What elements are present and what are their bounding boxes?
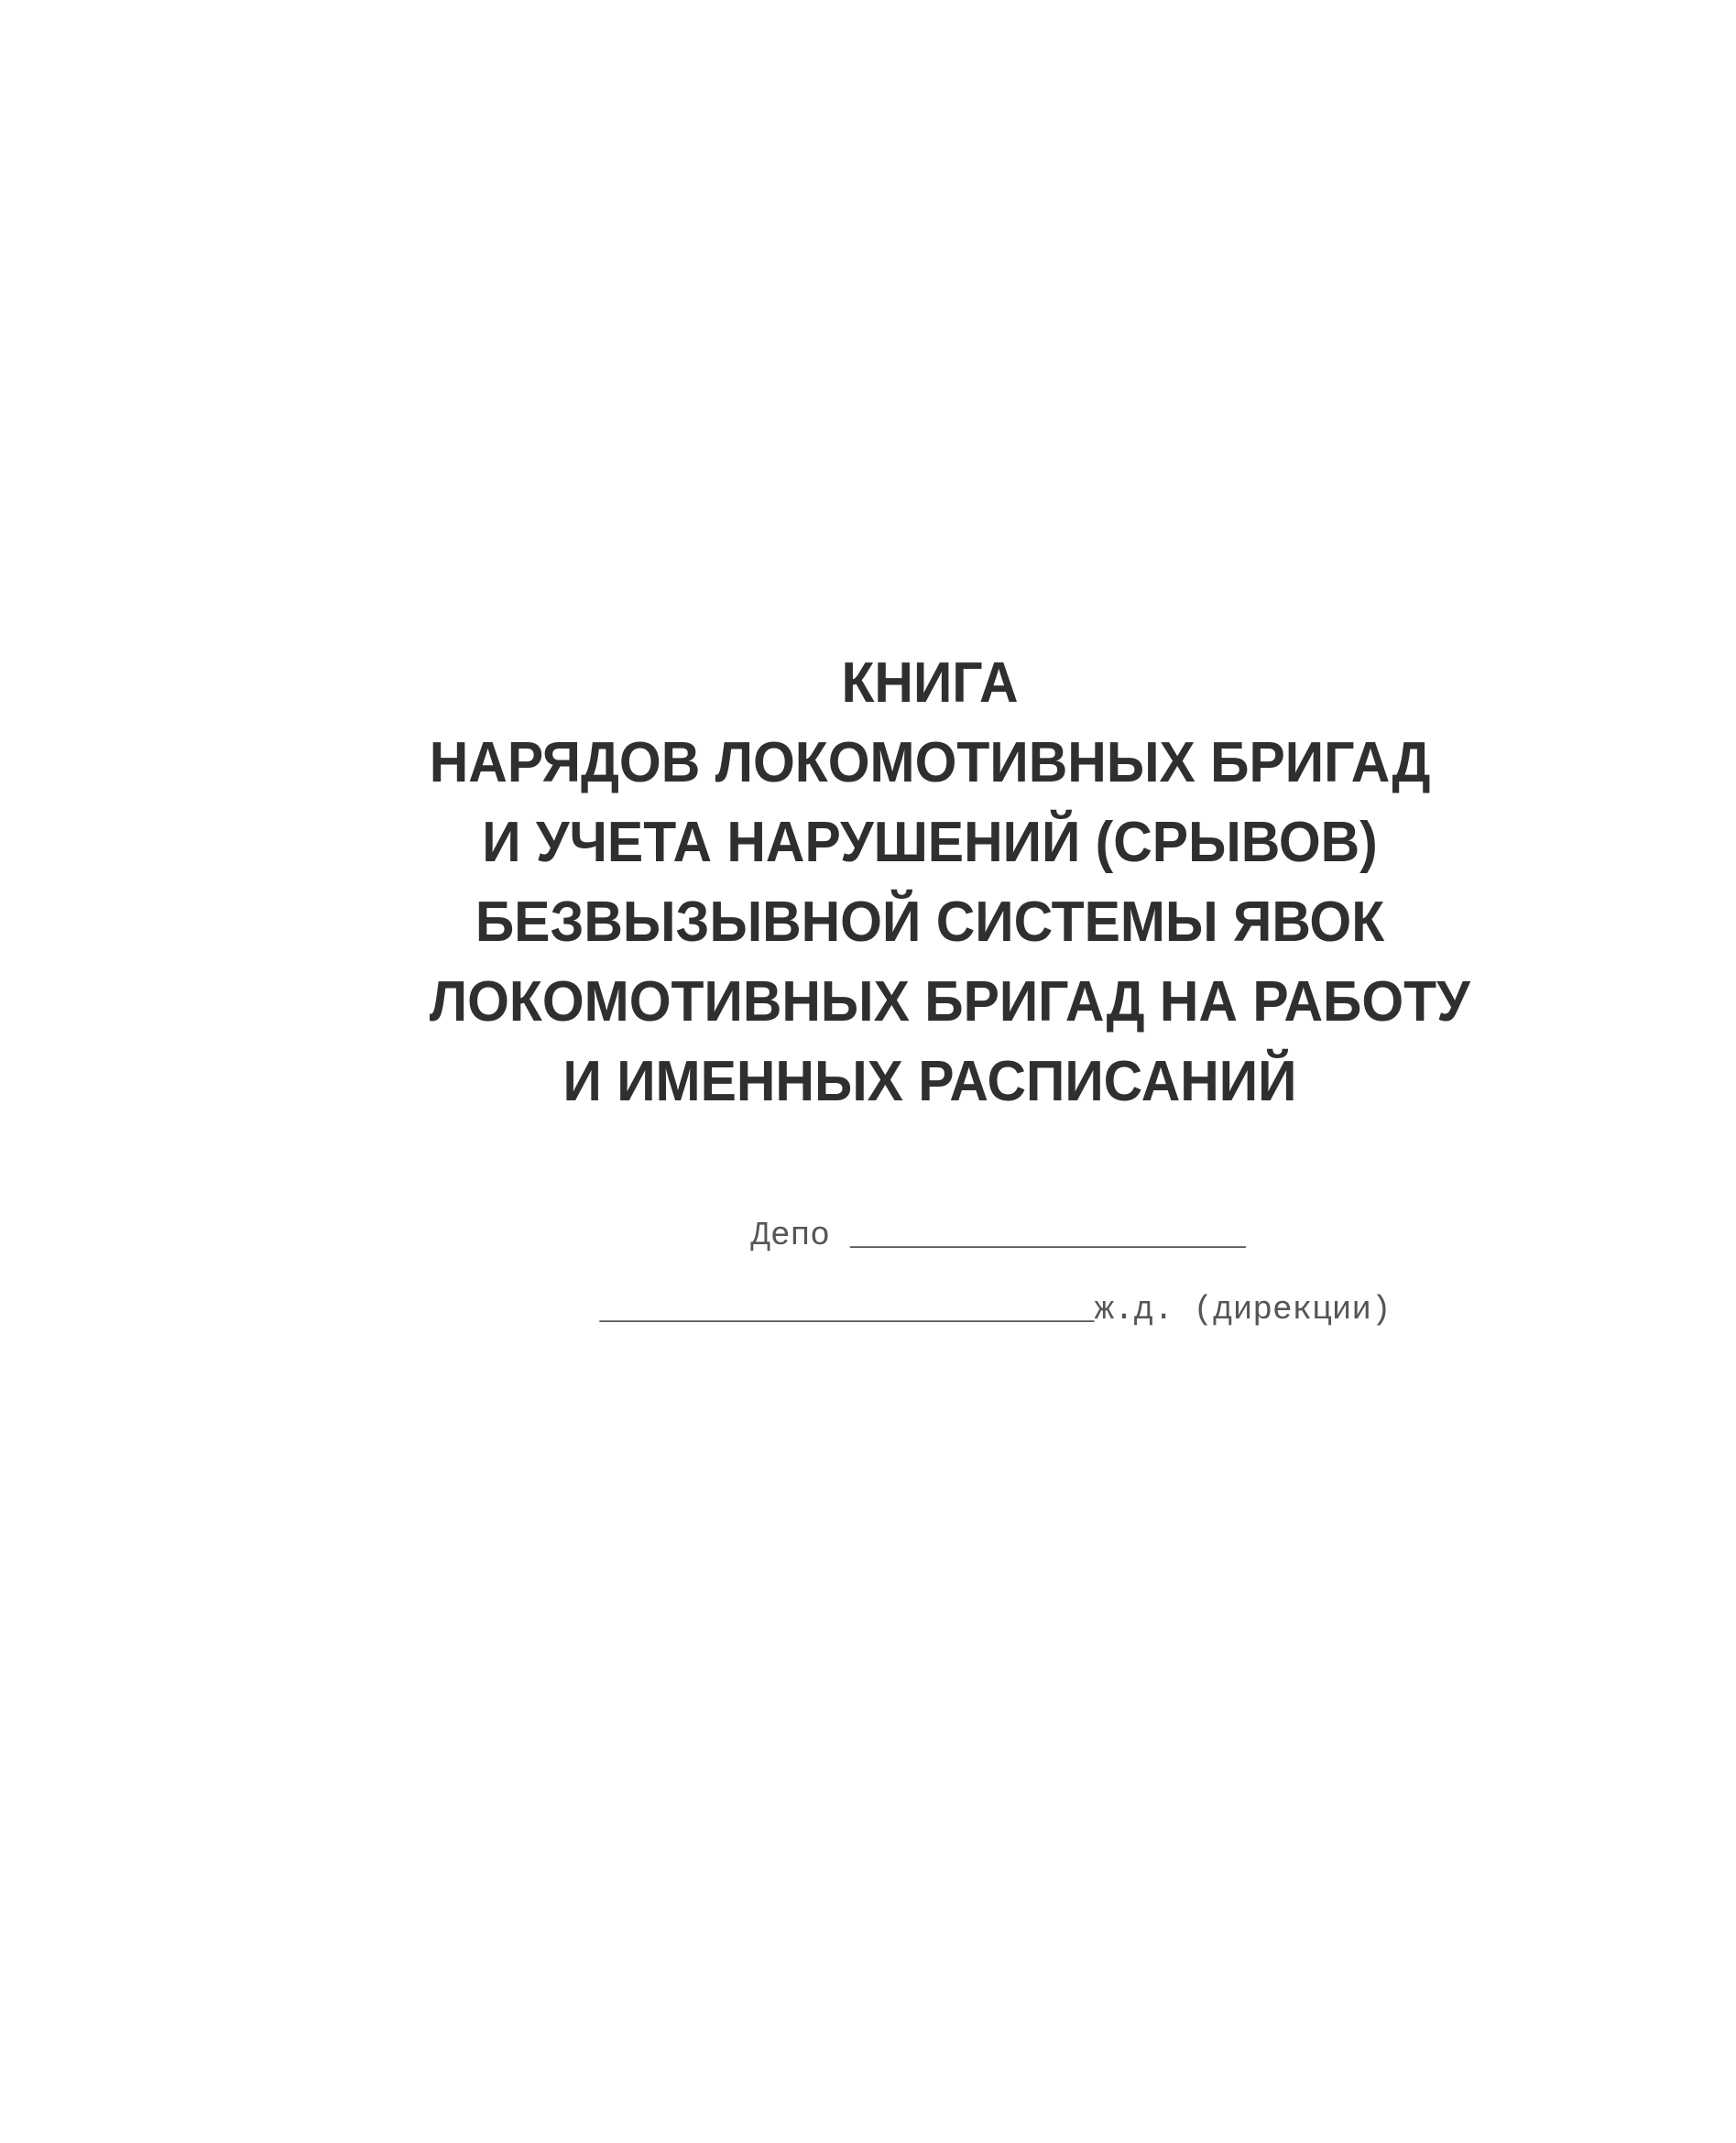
book-title-line-1: КНИГА [841,651,1019,715]
book-title-line-4: БЕЗВЫЗЫВНОЙ СИСТЕМЫ ЯВОК [475,891,1385,954]
book-title-line-2: НАРЯДОВ ЛОКОМОТИВНЫХ БРИГАД [429,731,1431,794]
depot-field-label: Депо [750,1217,830,1254]
book-title-line-6: И ИМЕННЫХ РАСПИСАНИЙ [562,1050,1297,1113]
railway-field-suffix-label: ж.д. (дирекции) [1094,1291,1392,1328]
book-title [429,643,1470,1121]
railway-field-blank-line: _________________________ [599,1291,1095,1328]
railway-field-row [520,1261,1392,1360]
depot-field-blank-line: ____________________ [849,1217,1246,1254]
book-title-line-5: ЛОКОМОТИВНЫХ БРИГАД НА РАБОТУ [429,970,1470,1033]
book-title-line-3: И УЧЕТА НАРУШЕНИЙ (СРЫВОВ) [482,811,1378,874]
